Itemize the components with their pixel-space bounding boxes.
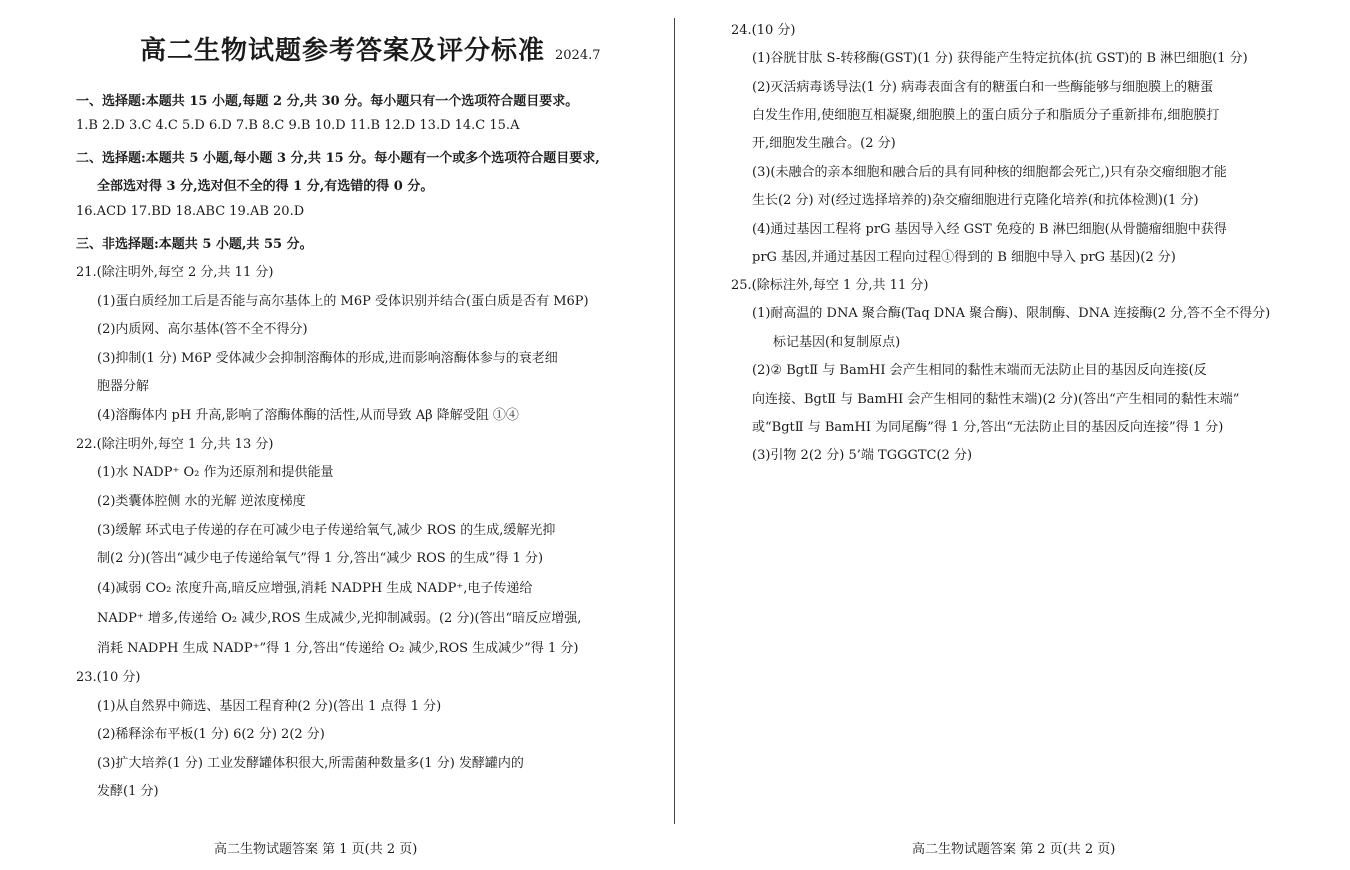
answer-line: 或“BgtⅡ 与 BamHⅠ 为同尾酶”得 1 分,答出“无法防止目的基因反向连接”得 1 分) xyxy=(752,420,1224,435)
answer-line: (3)扩大培养(1 分) 工业发酵罐体积很大,所需菌种数量多(1 分) 发酵罐内的 xyxy=(97,756,524,771)
answer-line: (3)(未融合的亲本细胞和融合后的具有同种核的细胞都会死亡,)只有杂交瘤细胞才能 xyxy=(752,165,1227,180)
answer-line: 开,细胞发生融合。(2 分) xyxy=(752,136,896,151)
section-heading-3: 三、非选择题:本题共 5 小题,共 55 分。 xyxy=(76,237,313,252)
page-divider xyxy=(674,18,675,824)
answer-line: 胞器分解 xyxy=(97,379,150,394)
answer-line: NADP⁺ 增多,传递给 O₂ 减少,ROS 生成减少,光抑制减弱。(2 分)(答出“暗反应增强, xyxy=(97,611,582,626)
title-row xyxy=(140,30,601,67)
answer-line: (1)耐高温的 DNA 聚合酶(Taq DNA 聚合酶)、限制酶、DNA 连接酶(2 分,答不全不得分) xyxy=(752,306,1271,321)
exam-date: 2024.7 xyxy=(555,48,601,63)
section-heading-2: 二、选择题:本题共 5 小题,每小题 3 分,共 15 分。每小题有一个或多个选项符合题目要求, xyxy=(76,151,600,166)
answer-line: 标记基因(和复制原点) xyxy=(773,335,901,350)
answer-line: (2)类囊体腔侧 水的光解 逆浓度梯度 xyxy=(97,494,306,509)
answer-line: (2)稀释涂布平板(1 分) 6(2 分) 2(2 分) xyxy=(97,727,325,742)
answer-line: (2)内质网、高尔基体(答不全不得分) xyxy=(97,322,308,337)
answer-line: (1)谷胱甘肽 S-转移酶(GST)(1 分) 获得能产生特定抗体(抗 GST)的 B 淋巴细胞(1 分) xyxy=(752,51,1248,66)
answer-line: 生长(2 分) 对(经过选择培养的)杂交瘤细胞进行克隆化培养(和抗体检测)(1 分) xyxy=(752,193,1199,208)
answer-line: 1.B 2.D 3.C 4.C 5.D 6.D 7.B 8.C 9.B 10.D 11.B 12.D 13.D 14.C 15.A xyxy=(76,118,520,133)
question-header-21: 21.(除注明外,每空 2 分,共 11 分) xyxy=(76,265,274,280)
answer-line: 向连接、BgtⅡ 与 BamHⅠ 会产生相同的黏性末端)(2 分)(答出“产生相同的黏性末端” xyxy=(752,392,1240,407)
answer-line: (1)从自然界中筛选、基因工程育种(2 分)(答出 1 点得 1 分) xyxy=(97,699,442,714)
answer-page-2 xyxy=(676,0,1350,870)
page-footer: 高二生物试题答案 第 1 页(共 2 页) xyxy=(214,842,418,857)
answer-line: (4)溶酶体内 pH 升高,影响了溶酶体酶的活性,从而导致 Aβ 降解受阻 ①④ xyxy=(97,408,519,423)
answer-line: prG 基因,并通过基因工程向过程①得到的 B 细胞中导入 prG 基因)(2 分) xyxy=(752,250,1176,265)
page-footer: 高二生物试题答案 第 2 页(共 2 页) xyxy=(912,842,1116,857)
answer-line: (2)② BgtⅡ 与 BamHⅠ 会产生相同的黏性末端而无法防止目的基因反向连接(反 xyxy=(752,363,1207,378)
answer-line: 白发生作用,使细胞互相凝聚,细胞膜上的蛋白质分子和脂质分子重新排布,细胞膜打 xyxy=(752,108,1220,123)
answer-line: 16.ACD 17.BD 18.ABC 19.AB 20.D xyxy=(76,204,305,219)
question-header-25: 25.(除标注外,每空 1 分,共 11 分) xyxy=(731,278,929,293)
answer-line: (2)灭活病毒诱导法(1 分) 病毒表面含有的糖蛋白和一些酶能够与细胞膜上的糖蛋 xyxy=(752,80,1214,95)
question-header-23: 23.(10 分) xyxy=(76,670,141,685)
answer-line: (1)水 NADP⁺ O₂ 作为还原剂和提供能量 xyxy=(97,465,334,480)
answer-line: (3)抑制(1 分) M6P 受体减少会抑制溶酶体的形成,进而影响溶酶体参与的衰老细 xyxy=(97,351,558,366)
answer-line: (3)缓解 环式电子传递的存在可减少电子传递给氧气,减少 ROS 的生成,缓解光抑 xyxy=(97,523,556,538)
section-heading-2-cont: 全部选对得 3 分,选对但不全的得 1 分,有选错的得 0 分。 xyxy=(97,179,434,194)
page-title: 高二生物试题参考答案及评分标准 xyxy=(140,36,546,66)
answer-line: (1)蛋白质经加工后是否能与高尔基体上的 M6P 受体识别并结合(蛋白质是否有 M6P) xyxy=(97,294,589,309)
section-heading-1: 一、选择题:本题共 15 小题,每题 2 分,共 30 分。每小题只有一个选项符合题目要求。 xyxy=(76,94,579,109)
question-header-24: 24.(10 分) xyxy=(731,23,796,38)
answer-line: 发酵(1 分) xyxy=(97,784,159,799)
answer-line: (4)减弱 CO₂ 浓度升高,暗反应增强,消耗 NADPH 生成 NADP⁺,电子传递给 xyxy=(97,581,533,596)
answer-line: 制(2 分)(答出“减少电子传递给氧气”得 1 分,答出“减少 ROS 的生成”得 1 分) xyxy=(97,551,544,566)
answer-line: (4)通过基因工程将 prG 基因导入经 GST 免疫的 B 淋巴细胞(从骨髓瘤细胞中获得 xyxy=(752,222,1227,237)
answer-line: 消耗 NADPH 生成 NADP⁺”得 1 分,答出“传递给 O₂ 减少,ROS 生成减少”得 1 分) xyxy=(97,641,579,656)
answer-line: (3)引物 2(2 分) 5’端 TGGGTC(2 分) xyxy=(752,448,973,463)
question-header-22: 22.(除注明外,每空 1 分,共 13 分) xyxy=(76,437,274,452)
